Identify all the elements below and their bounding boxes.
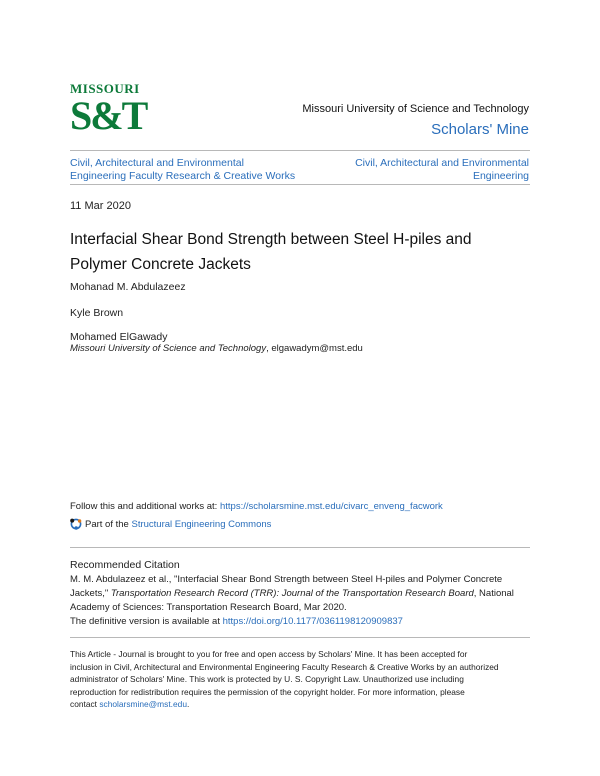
repository-link[interactable]: Scholars' Mine — [431, 121, 529, 138]
document-title — [70, 227, 530, 277]
notice-contact-prefix: contact — [70, 699, 100, 710]
citation-line-1: M. M. Abdulazeez et al., "Interfacial Shear Bond Strength between Steel H-piles and Polymer Concrete — [70, 574, 503, 585]
author-3: Mohamed ElGawady — [70, 331, 168, 343]
contact-email-link[interactable]: scholarsmine@mst.edu — [99, 699, 187, 710]
logo-top-text: MISSOURI — [70, 81, 140, 96]
follow-prefix: Follow this and additional works at: — [70, 501, 220, 512]
author-affiliation — [70, 343, 363, 354]
divider-notice — [70, 637, 530, 638]
citation-line-2-a: Jackets," — [70, 588, 111, 599]
divider-citation — [70, 547, 530, 548]
publication-date: 11 Mar 2020 — [70, 200, 131, 212]
part-of-line — [70, 518, 271, 530]
affiliation-institution: Missouri University of Science and Technology — [70, 343, 267, 354]
citation-line-3: Academy of Sciences: Transportation Research Board, Mar 2020. — [70, 602, 347, 613]
network-commons-icon — [70, 518, 82, 530]
citation-line-4 — [70, 615, 532, 629]
author-1: Mohanad M. Abdulazeez — [70, 281, 186, 293]
collection-left-line2: Engineering Faculty Research & Creative Works — [70, 170, 296, 182]
notice-line-5 — [70, 698, 532, 711]
affiliation-email: , elgawadym@mst.edu — [266, 343, 363, 354]
collection-right-line1: Civil, Architectural and Environmental — [355, 157, 529, 169]
notice-line-4: reproduction for redistribution requires the permission of the copyright holder. For more information, please — [70, 686, 465, 697]
notice-line-2: inclusion in Civil, Architectural and Environmental Engineering Faculty Research & Creative Works by an authorized — [70, 661, 499, 672]
citation-line-2-b: , National — [473, 588, 514, 599]
part-of-prefix: Part of the — [85, 518, 129, 530]
citation-journal: Transportation Research Record (TRR): Journal of the Transportation Research Board — [110, 588, 474, 599]
missouri-st-logo — [70, 81, 147, 138]
collection-link-department[interactable] — [329, 157, 529, 183]
doi-prefix: The definitive version is available at — [70, 616, 223, 627]
logo-main-text: S&T — [70, 93, 147, 138]
notice-line-3: administrator of Scholars' Mine. This work is protected by U. S. Copyright Law. Unauthorized use including — [70, 674, 464, 685]
doi-link[interactable]: https://doi.org/10.1177/0361198120909837 — [222, 616, 403, 627]
access-notice — [70, 648, 532, 711]
collection-right-line2: Engineering — [472, 170, 529, 182]
collection-link-faculty-works[interactable] — [70, 157, 320, 183]
citation-heading: Recommended Citation — [70, 559, 180, 571]
collection-left-line1: Civil, Architectural and Environmental — [70, 157, 244, 169]
recommended-citation — [70, 573, 532, 629]
citation-line-2 — [70, 587, 532, 601]
divider-top — [70, 150, 530, 151]
notice-line-1: This Article - Journal is brought to you for free and open access by Scholars' Mine. It has been accepted for — [70, 649, 468, 659]
author-2: Kyle Brown — [70, 307, 124, 319]
title-line-2: Polymer Concrete Jackets — [70, 256, 251, 273]
follow-url-link[interactable]: https://scholarsmine.mst.edu/civarc_enveng_facwork — [219, 501, 443, 512]
institution-name: Missouri University of Science and Technology — [302, 103, 529, 115]
title-line-1: Interfacial Shear Bond Strength between Steel H-piles and — [70, 231, 472, 248]
divider-collections — [70, 184, 530, 185]
structural-engineering-commons-link[interactable]: Structural Engineering Commons — [131, 518, 272, 530]
follow-line — [70, 501, 443, 512]
notice-contact-suffix: . — [186, 699, 190, 710]
